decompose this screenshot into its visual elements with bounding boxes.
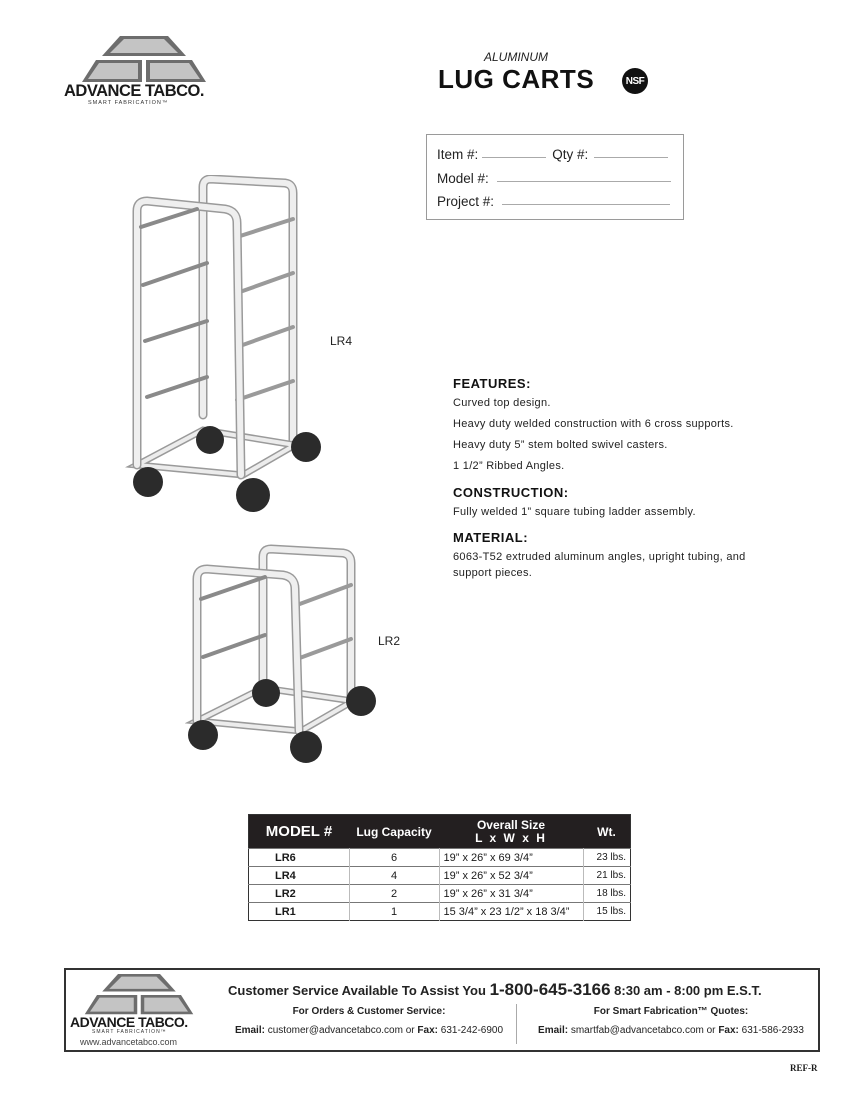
col-size [439, 815, 583, 849]
table-row [249, 885, 631, 903]
cell-capacity: 4 [349, 867, 439, 885]
feature-item: 1 1/2” Ribbed Angles. [453, 460, 565, 472]
features-section [453, 376, 783, 474]
brand-tagline: SMART FABRICATION™ [88, 100, 169, 106]
orders-email[interactable]: customer@advancetabco.com [267, 1025, 403, 1036]
construction-text: Fully welded 1” square tubing ladder assembly. [453, 506, 696, 518]
table-row [249, 867, 631, 885]
order-form [426, 134, 684, 220]
orders-fax: 631-242-6900 [440, 1025, 504, 1036]
orders-contact [224, 1006, 514, 1036]
footer-divider [516, 1004, 517, 1044]
orders-email-label: Email: [234, 1025, 265, 1036]
footer-logo [70, 974, 210, 1046]
cell-model: LR1 [249, 903, 350, 921]
cell-capacity: 6 [349, 849, 439, 867]
cell-weight: 23 lbs. [583, 849, 631, 867]
qty-label: Qty #: [552, 147, 589, 162]
spec-table-header [249, 815, 631, 849]
service-hours: 8:30 am - 8:00 pm E.S.T. [614, 983, 762, 998]
project-field[interactable] [502, 203, 670, 205]
orders-or: or [405, 1025, 415, 1036]
model-label: Model #: [437, 171, 489, 186]
material-section [453, 530, 783, 581]
service-text: Customer Service Available To Assist You [228, 983, 486, 998]
project-label: Project #: [437, 194, 495, 209]
lug-cart-2-tier-image [185, 543, 385, 768]
cell-size: 19” x 26” x 69 3/4” [439, 849, 583, 867]
logo-pyramid-icon [84, 974, 194, 1016]
cell-capacity: 2 [349, 885, 439, 903]
feature-item: Heavy duty welded construction with 6 cross supports. [453, 418, 734, 430]
feature-item: Heavy duty 5” stem bolted swivel casters. [453, 439, 668, 451]
cell-model: LR6 [249, 849, 350, 867]
cell-weight: 21 lbs. [583, 867, 631, 885]
lug-cart-4-tier-image [125, 175, 330, 515]
image-label-lr2: LR2 [378, 634, 401, 648]
footer-contact-box [64, 968, 820, 1052]
material-text: 6063-T52 extruded aluminum angles, upright tubing, and support pieces. [453, 551, 746, 579]
quotes-fax: 631-586-2933 [741, 1025, 804, 1036]
feature-item: Curved top design. [453, 397, 551, 409]
cell-size: 19” x 26” x 31 3/4” [439, 885, 583, 903]
image-label-lr4: LR4 [330, 334, 353, 348]
cell-size: 19” x 26” x 52 3/4” [439, 867, 583, 885]
item-label: Item #: [437, 147, 479, 162]
logo-pyramid-icon [82, 36, 206, 84]
footer-brand-name: ADVANCE TABCO. [70, 1014, 188, 1030]
quotes-heading: For Smart Fabrication™ Quotes: [593, 1006, 749, 1017]
phone-number[interactable]: 1-800-645-3166 [489, 980, 611, 999]
quotes-or: or [706, 1025, 716, 1036]
cell-weight: 15 lbs. [583, 903, 631, 921]
orders-heading: For Orders & Customer Service: [292, 1006, 446, 1017]
cell-model: LR4 [249, 867, 350, 885]
cell-model: LR2 [249, 885, 350, 903]
table-row [249, 903, 631, 921]
brand-name: ADVANCE TABCO. [64, 82, 204, 100]
brand-logo [64, 36, 224, 108]
nsf-certification-icon [622, 68, 648, 94]
col-size-line2: L x W x H [475, 830, 547, 845]
quotes-email[interactable]: smartfab@advancetabco.com [570, 1025, 704, 1036]
model-field[interactable] [497, 180, 671, 182]
qty-field[interactable] [594, 156, 668, 158]
document-reference: REF-R [790, 1063, 818, 1073]
cell-size: 15 3/4” x 23 1/2” x 18 3/4” [439, 903, 583, 921]
item-field[interactable] [482, 156, 546, 158]
quotes-email-label: Email: [538, 1025, 569, 1036]
construction-heading: CONSTRUCTION: [453, 485, 569, 500]
nsf-badge-text: NSF [625, 75, 645, 87]
product-title: LUG CARTS [438, 64, 595, 94]
cell-capacity: 1 [349, 903, 439, 921]
col-weight: Wt. [583, 815, 631, 849]
spec-table [248, 814, 631, 921]
material-heading: MATERIAL: [453, 530, 529, 545]
quotes-contact [526, 1006, 816, 1036]
cell-weight: 18 lbs. [583, 885, 631, 903]
table-row [249, 849, 631, 867]
quotes-fax-label: Fax: [718, 1025, 739, 1036]
footer-brand-tagline: SMART FABRICATION™ [92, 1029, 167, 1035]
features-heading: FEATURES: [453, 376, 531, 391]
col-capacity: Lug Capacity [349, 815, 439, 849]
website-link[interactable]: www.advancetabco.com [80, 1037, 178, 1047]
col-model: MODEL # [249, 815, 350, 849]
col-size-line1: Overall Size [476, 817, 546, 832]
product-subtitle: ALUMINUM [484, 50, 549, 64]
orders-fax-label: Fax: [417, 1025, 438, 1036]
construction-section [453, 485, 783, 520]
customer-service-line [228, 980, 762, 1000]
